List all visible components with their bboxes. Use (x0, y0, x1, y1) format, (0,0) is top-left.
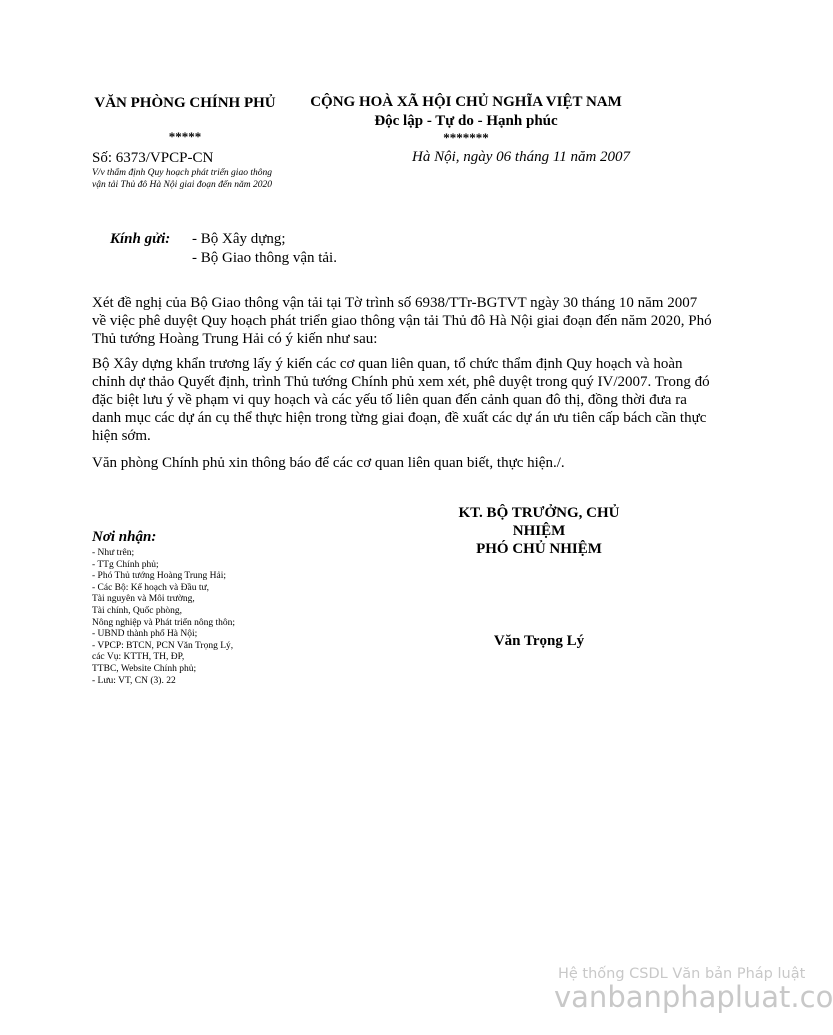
national-title: CỘNG HOÀ XÃ HỘI CHỦ NGHĨA VIỆT NAM (310, 94, 622, 110)
signature-authority: KT. BỘ TRƯỞNG, CHỦ NHIỆM (458, 505, 620, 539)
body-paragraph: Xét đề nghị của Bộ Giao thông vận tải tại Tờ trình số 6938/TTr-BGTVT ngày 30 tháng 10 năm 2007 về việc phê duyệt Quy hoạch phát triển giao thông vận tải Thủ đô Hà Nội giai đoạn đến năm 2020, Phó Thủ tướng Hoàng Trung Hải có ý kiến như sau: (92, 295, 712, 347)
body-paragraph: Văn phòng Chính phủ xin thông báo để các cơ quan liên quan biết, thực hiện./. (92, 455, 565, 471)
organization-separator: ***** (168, 129, 202, 144)
national-motto: Độc lập - Tự do - Hạnh phúc (374, 113, 558, 129)
recipient-item: - Bộ Xây dựng; (192, 231, 286, 247)
signature-title: PHÓ CHỦ NHIỆM (476, 541, 602, 557)
watermark-site: vanbanphapluat.co (554, 980, 833, 1014)
recipient-item: - Bộ Giao thông vận tải. (192, 250, 337, 266)
document-number: Số: 6373/VPCP-CN (92, 150, 214, 166)
recipients-label: Kính gửi: (110, 231, 171, 247)
signer-name: Văn Trọng Lý (493, 633, 585, 649)
place-and-date: Hà Nội, ngày 06 tháng 11 năm 2007 (412, 149, 631, 165)
distribution-label: Nơi nhận: (92, 529, 157, 545)
document-subject: V/v thẩm định Quy hoạch phát triển giao thông vận tải Thủ đô Hà Nội giai đoạn đến năm 2020 (92, 168, 272, 190)
body-paragraph: Bộ Xây dựng khẩn trương lấy ý kiến các cơ quan liên quan, tổ chức thẩm định Quy hoạch và hoàn chỉnh dự thảo Quyết định, trình Thủ tướng Chính phủ xem xét, phê duyệt trong quý IV/2007. Trong đó đặc biệt lưu ý về phạm vi quy hoạch và các yếu tố liên quan đến cảnh quan đô thị, đồng thời đưa ra danh mục các dự án cụ thể thực hiện trong từng giai đoạn, đề xuất các dự án ưu tiên cấp bách cần thực hiện sớm. (92, 356, 710, 444)
watermark-line: Hệ thống CSDL Văn bản Pháp luật (558, 966, 806, 982)
motto-separator: ******* (443, 130, 489, 145)
distribution-list: - Như trên; - TTg Chính phủ; - Phó Thủ tướng Hoàng Trung Hải; - Các Bộ: Kế hoạch và Đầu tư, Tài nguyên và Môi trường, Tài chính, Quốc phòng, Nông nghiệp và Phát triển nông thôn; - UBND thành phố Hà Nội; - VPCP: BTCN, PCN Văn Trọng Lý, các Vụ: KTTH, TH, ĐP, TTBC, Website Chính phủ; - Lưu: VT, CN (3). 22 (92, 548, 236, 686)
issuing-organization: VĂN PHÒNG CHÍNH PHỦ (94, 95, 276, 111)
